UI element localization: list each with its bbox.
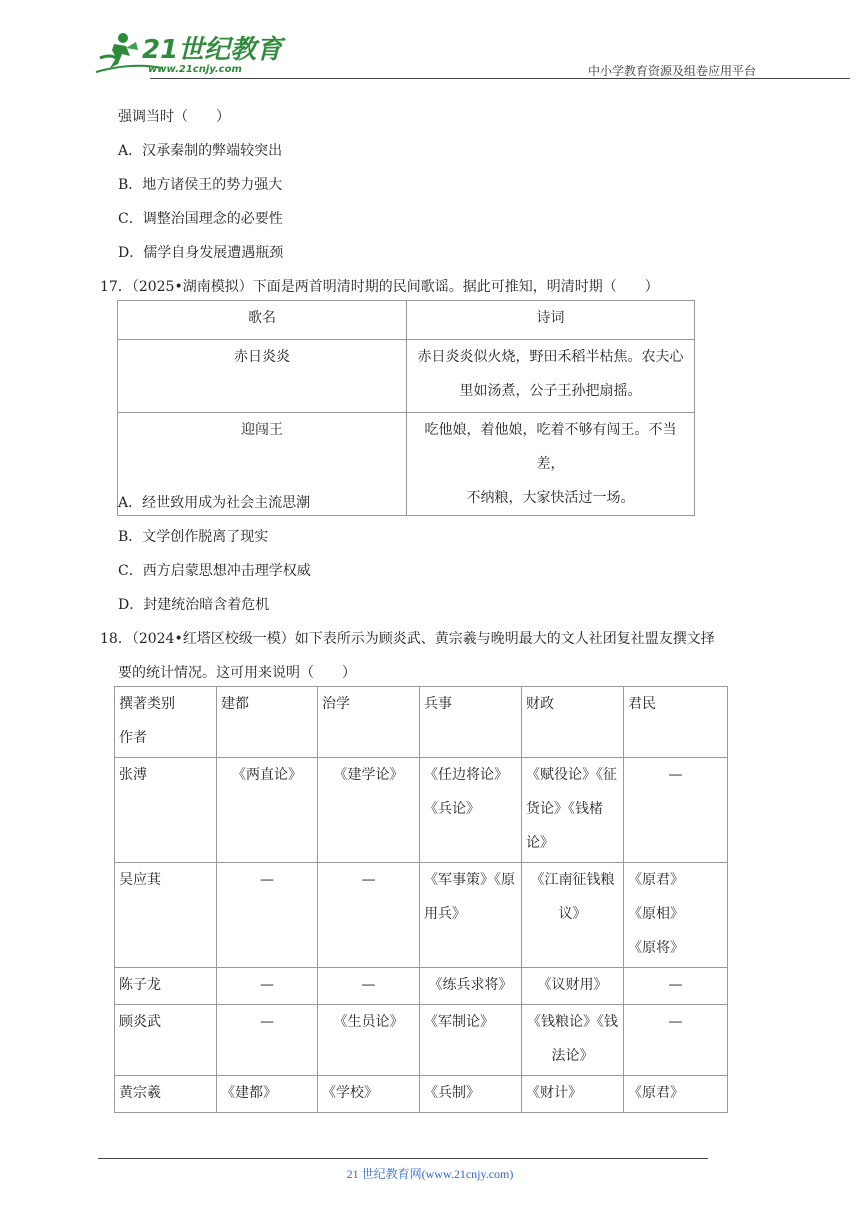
table-row	[115, 863, 728, 968]
table-header-row	[115, 687, 728, 758]
table-cell: —	[624, 758, 728, 863]
cell-line: 论》	[526, 835, 554, 851]
table-row	[115, 968, 728, 1005]
table-cell: 《原君》	[624, 1076, 728, 1113]
q16-option-b: B．地方诸侯王的势力强大	[118, 177, 283, 193]
author-cell: 陈子龙	[115, 968, 217, 1005]
corner-cell	[115, 687, 217, 758]
cell-line: 议》	[558, 906, 587, 922]
table-header-cell: 君民	[624, 687, 728, 758]
table-header-cell: 财政	[522, 687, 624, 758]
table-cell	[522, 863, 624, 968]
cell-line: 《军事策》《原	[424, 872, 515, 888]
author-cell: 黄宗羲	[115, 1076, 217, 1113]
q16-option-d: D．儒学自身发展遭遇瓶颈	[118, 245, 284, 261]
q18-stem-line1: 18．（2024•红塔区校级一模）如下表所示为顾炎武、黄宗羲与晚明最大的文人社团复社盟友撰文择	[100, 631, 715, 647]
cell-line: 用兵》	[424, 906, 466, 922]
song-lyrics	[407, 340, 695, 413]
table-cell: —	[217, 1005, 318, 1076]
table-cell: 《建都》	[217, 1076, 318, 1113]
table-cell	[420, 863, 522, 968]
cell-line: 法论》	[551, 1048, 594, 1064]
q16-option-c: C．调整治国理念的必要性	[118, 211, 283, 227]
cell-line: 《赋役论》《征	[526, 767, 617, 783]
cell-line: 《江南征钱粮	[530, 872, 615, 888]
q17-option-b: B．文学创作脱离了现实	[118, 529, 269, 545]
table-cell: —	[624, 968, 728, 1005]
q17-table	[117, 300, 695, 516]
q16-stem-tail: 强调当时（ ）	[118, 109, 230, 125]
cell-line: 货论》《钱楮	[526, 801, 603, 817]
q16-option-a: A．汉承秦制的弊端较突出	[118, 143, 283, 159]
table-cell: —	[217, 863, 318, 968]
q17-option-c: C．西方启蒙思想冲击理学权威	[118, 563, 311, 579]
table-header-cell: 建都	[217, 687, 318, 758]
table-row	[115, 1076, 728, 1113]
cell-line: 《原将》	[628, 940, 684, 956]
table-cell: 《学校》	[318, 1076, 420, 1113]
lyrics-line: 赤日炎炎似火烧，野田禾稻半枯焦。农夫心	[417, 349, 684, 365]
page-header	[92, 28, 760, 78]
author-cell: 张溥	[115, 758, 217, 863]
q17-option-d: D．封建统治暗含着危机	[118, 597, 270, 613]
table-header-cell: 歌名	[118, 301, 407, 340]
table-header-cell: 兵事	[420, 687, 522, 758]
table-header-cell: 治学	[318, 687, 420, 758]
table-cell	[522, 1005, 624, 1076]
table-cell: 《练兵求将》	[420, 968, 522, 1005]
corner-category-label: 撰著类别	[119, 696, 175, 712]
corner-author-label: 作者	[119, 730, 147, 746]
lyrics-line: 不纳粮，大家快活过一场。	[466, 490, 635, 506]
cell-line: 《兵论》	[424, 801, 480, 817]
author-cell: 吴应萁	[115, 863, 217, 968]
header-divider	[150, 78, 850, 79]
table-cell	[522, 758, 624, 863]
table-header-row	[118, 301, 695, 340]
table-cell: 《生员论》	[318, 1005, 420, 1076]
svg-text:21世纪教育: 21世纪教育	[142, 35, 283, 65]
cell-line: 《任边将论》	[424, 767, 508, 783]
table-cell: 《军制论》	[420, 1005, 522, 1076]
table-row	[115, 758, 728, 863]
platform-name: 中小学教育资源及组卷应用平台	[587, 64, 756, 78]
table-cell: —	[318, 863, 420, 968]
cell-line: 《钱粮论》《钱	[527, 1014, 618, 1030]
table-cell	[420, 758, 522, 863]
q17-option-a: A．经世致用成为社会主流思潮	[118, 495, 311, 511]
table-header-cell: 诗词	[407, 301, 695, 340]
table-cell: 《建学论》	[318, 758, 420, 863]
q18-table	[114, 686, 728, 1113]
table-cell: 《兵制》	[420, 1076, 522, 1113]
table-cell: 《议财用》	[522, 968, 624, 1005]
cell-line: 《原君》	[628, 872, 684, 888]
table-cell: —	[318, 968, 420, 1005]
lyrics-line: 吃他娘，着他娘，吃着不够有闯王。不当差，	[424, 422, 677, 472]
lyrics-line: 里如汤煮，公子王孙把扇摇。	[459, 383, 642, 399]
footer-divider	[98, 1158, 708, 1159]
svg-text:www.21cnjy.com: www.21cnjy.com	[148, 64, 242, 75]
table-cell: 《两直论》	[217, 758, 318, 863]
footer-link[interactable]: 21 世纪教育网(www.21cnjy.com)	[346, 1167, 514, 1181]
cell-line: 《原相》	[628, 906, 684, 922]
table-cell: —	[624, 1005, 728, 1076]
table-row	[115, 1005, 728, 1076]
q18-stem-line2: 要的统计情况。这可用来说明（ ）	[118, 665, 356, 681]
table-row	[118, 340, 695, 413]
table-cell: 《财计》	[522, 1076, 624, 1113]
song-name: 迎闯王	[118, 413, 407, 516]
song-name: 赤日炎炎	[118, 340, 407, 413]
site-logo	[92, 28, 292, 76]
table-cell: —	[217, 968, 318, 1005]
song-lyrics	[407, 413, 695, 516]
table-cell	[624, 863, 728, 968]
q17-stem: 17．（2025•湖南模拟）下面是两首明清时期的民间歌谣。据此可推知，明清时期（ ）	[100, 279, 659, 295]
author-cell: 顾炎武	[115, 1005, 217, 1076]
